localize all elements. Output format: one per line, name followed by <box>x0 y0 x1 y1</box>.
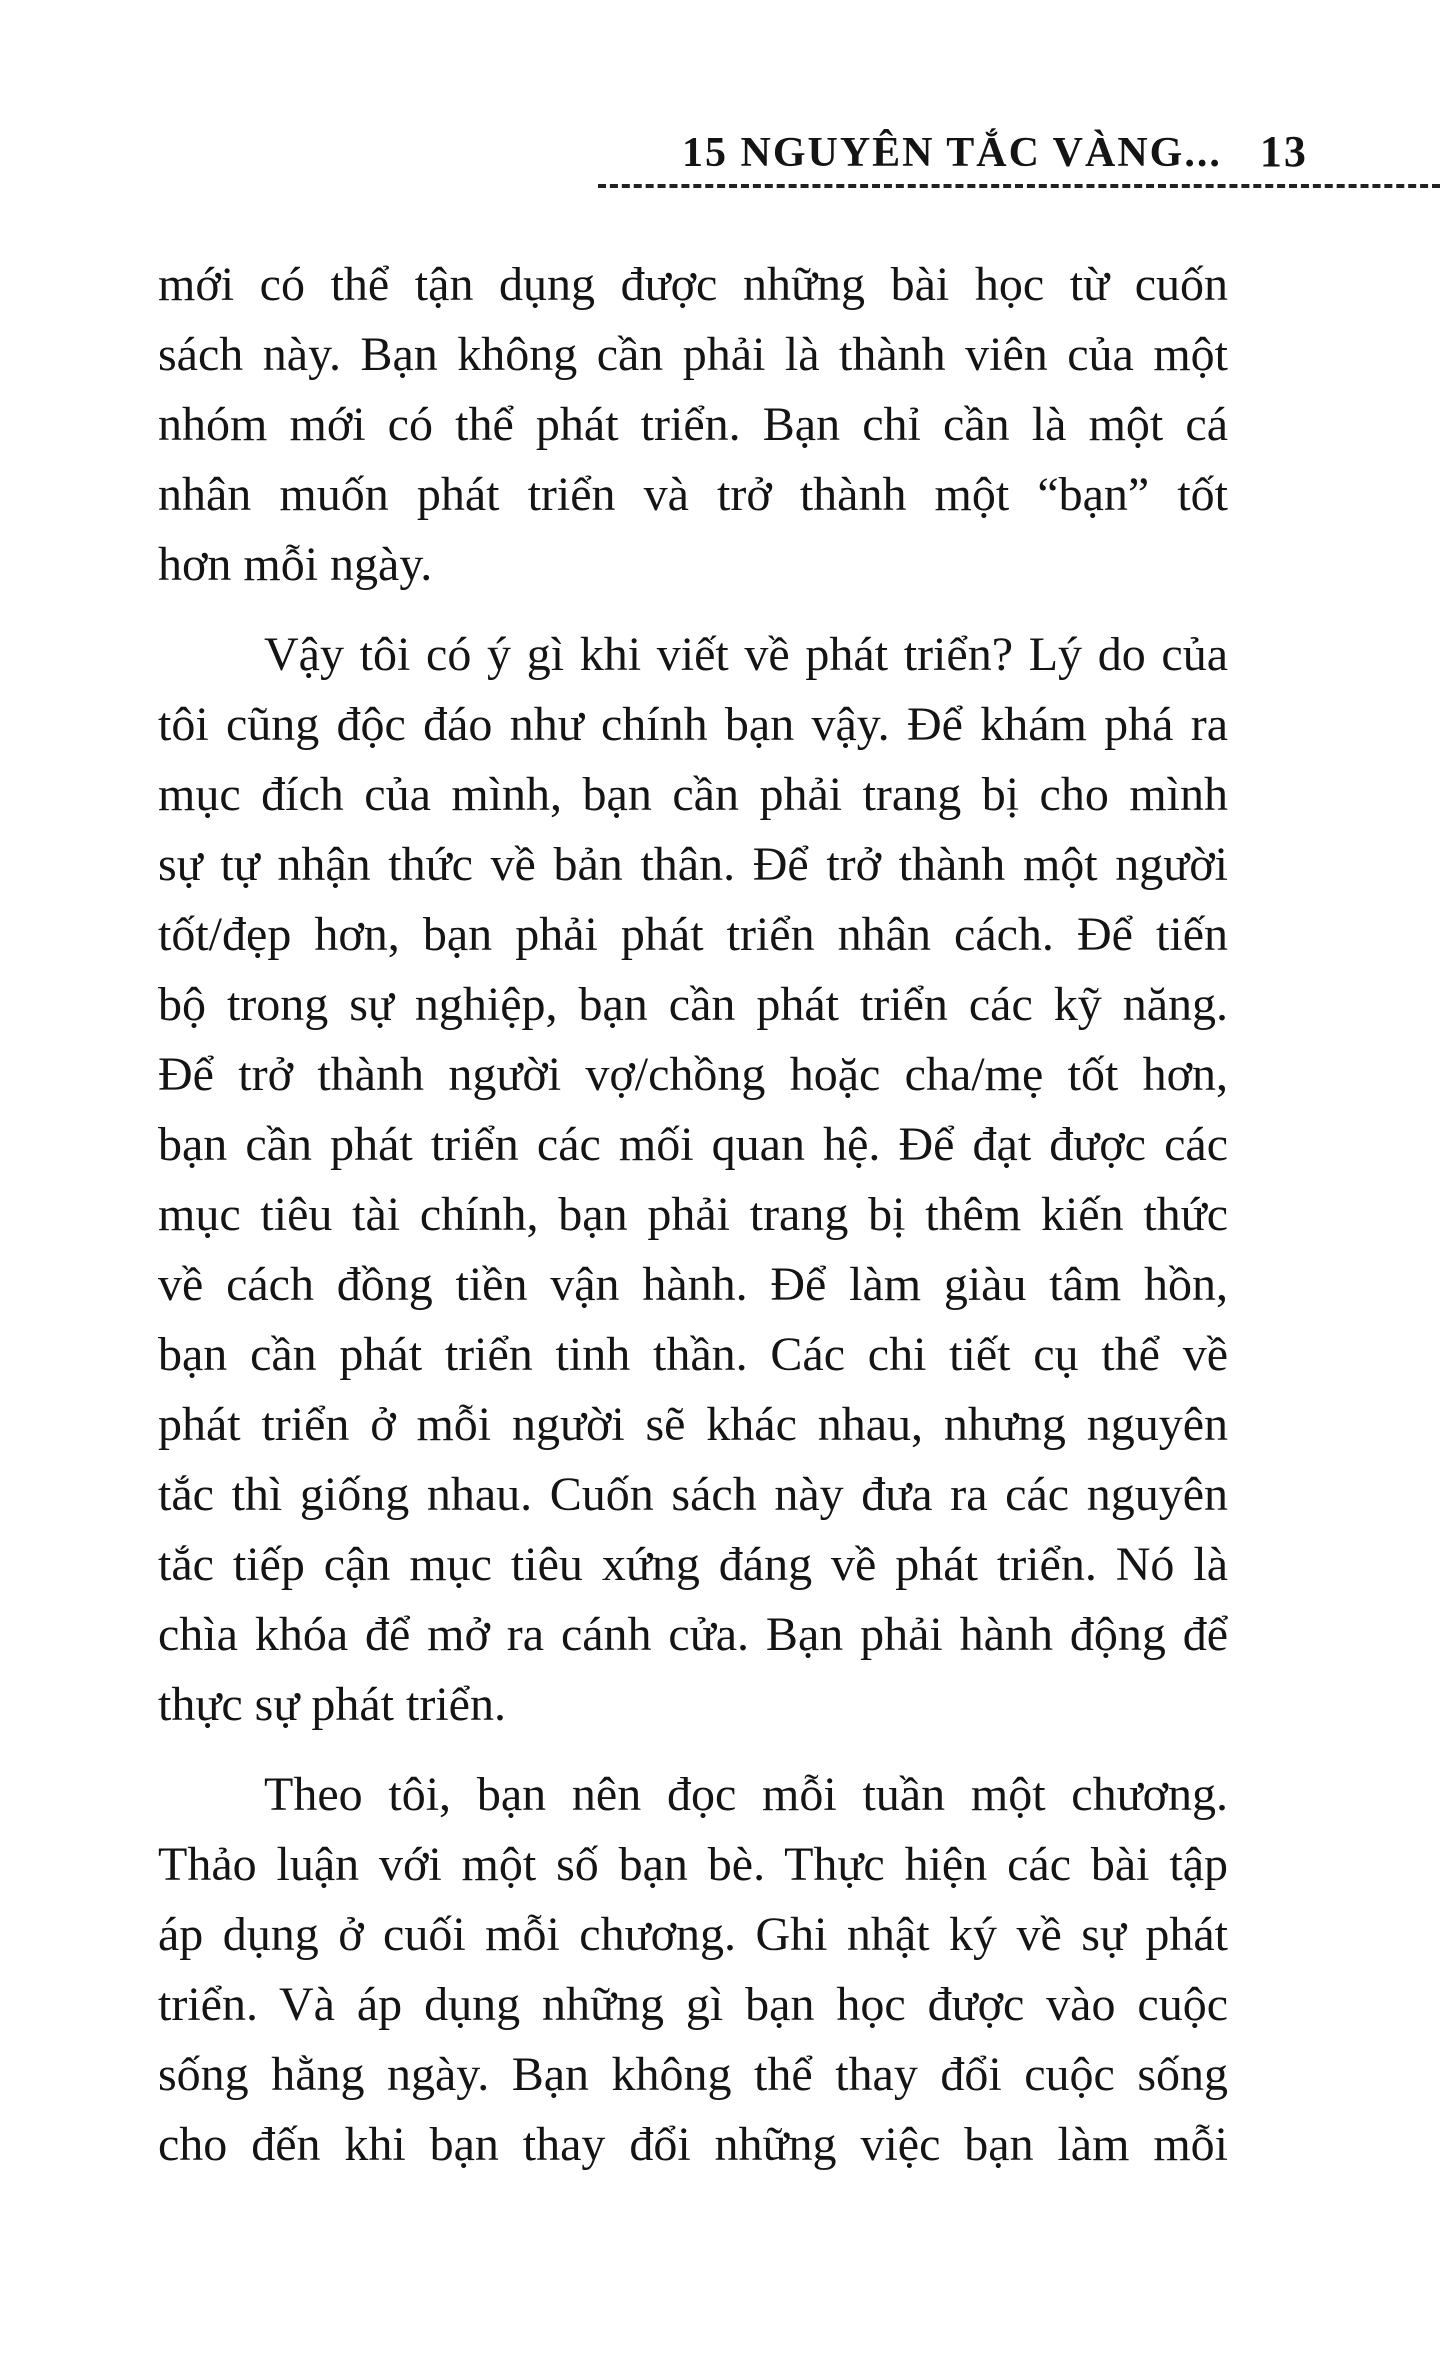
text-line: áp dụng ở cuối mỗi chương. Ghi nhật ký về sự phát <box>158 1908 1228 1961</box>
text-line: Vậy tôi có ý gì khi viết về phát triển? Lý do của <box>264 628 1228 681</box>
paragraph-gap <box>158 600 1228 620</box>
paragraph <box>158 250 1228 600</box>
book-title: 15 NGUYÊN TẮC VÀNG... <box>682 130 1222 176</box>
text-line: bộ trong sự nghiệp, bạn cần phát triển các kỹ năng. <box>158 978 1228 1031</box>
text-line: nhóm mới có thể phát triển. Bạn chỉ cần là một cá <box>158 398 1228 451</box>
text-line: mới có thể tận dụng được những bài học từ cuốn <box>158 258 1228 311</box>
text-line: Theo tôi, bạn nên đọc mỗi tuần một chương. <box>264 1768 1228 1821</box>
text-line: cho đến khi bạn thay đổi những việc bạn làm mỗi <box>158 2118 1228 2171</box>
text-line: sống hằng ngày. Bạn không thể thay đổi cuộc sống <box>158 2048 1228 2101</box>
paragraph-gap <box>158 1740 1228 1760</box>
text-line: sách này. Bạn không cần phải là thành viên của một <box>158 328 1228 381</box>
text-line: tôi cũng độc đáo như chính bạn vậy. Để khám phá ra <box>158 698 1228 751</box>
text-line: Thảo luận với một số bạn bè. Thực hiện các bài tập <box>158 1838 1228 1891</box>
paragraph <box>158 1760 1228 2180</box>
text-line: tốt/đẹp hơn, bạn phải phát triển nhân cách. Để tiến <box>158 908 1228 961</box>
text-line: tắc thì giống nhau. Cuốn sách này đưa ra các nguyên <box>158 1468 1228 1521</box>
text-line: Để trở thành người vợ/chồng hoặc cha/mẹ tốt hơn, <box>158 1048 1228 1101</box>
text-line: về cách đồng tiền vận hành. Để làm giàu tâm hồn, <box>158 1258 1228 1311</box>
text-line: tắc tiếp cận mục tiêu xứng đáng về phát triển. Nó là <box>158 1538 1228 1591</box>
running-header <box>598 126 1440 194</box>
text-line: sự tự nhận thức về bản thân. Để trở thành một người <box>158 838 1228 891</box>
body-text <box>158 250 1228 2180</box>
header-text <box>682 126 1308 177</box>
paragraph <box>158 620 1228 1740</box>
page-number: 13 <box>1259 127 1308 176</box>
text-line: hơn mỗi ngày. <box>158 538 433 591</box>
text-line: bạn cần phát triển các mối quan hệ. Để đạt được các <box>158 1118 1228 1171</box>
text-line: thực sự phát triển. <box>158 1678 506 1731</box>
text-line: chìa khóa để mở ra cánh cửa. Bạn phải hành động để <box>158 1608 1228 1661</box>
header-dashed-rule <box>598 184 1440 188</box>
text-line: bạn cần phát triển tinh thần. Các chi tiết cụ thể về <box>158 1328 1228 1381</box>
text-line: mục tiêu tài chính, bạn phải trang bị thêm kiến thức <box>158 1188 1228 1241</box>
text-line: phát triển ở mỗi người sẽ khác nhau, nhưng nguyên <box>158 1398 1228 1451</box>
text-line: nhân muốn phát triển và trở thành một “bạn” tốt <box>158 468 1228 521</box>
text-line: mục đích của mình, bạn cần phải trang bị cho mình <box>158 768 1228 821</box>
text-line: triển. Và áp dụng những gì bạn học được vào cuộc <box>158 1978 1228 2031</box>
